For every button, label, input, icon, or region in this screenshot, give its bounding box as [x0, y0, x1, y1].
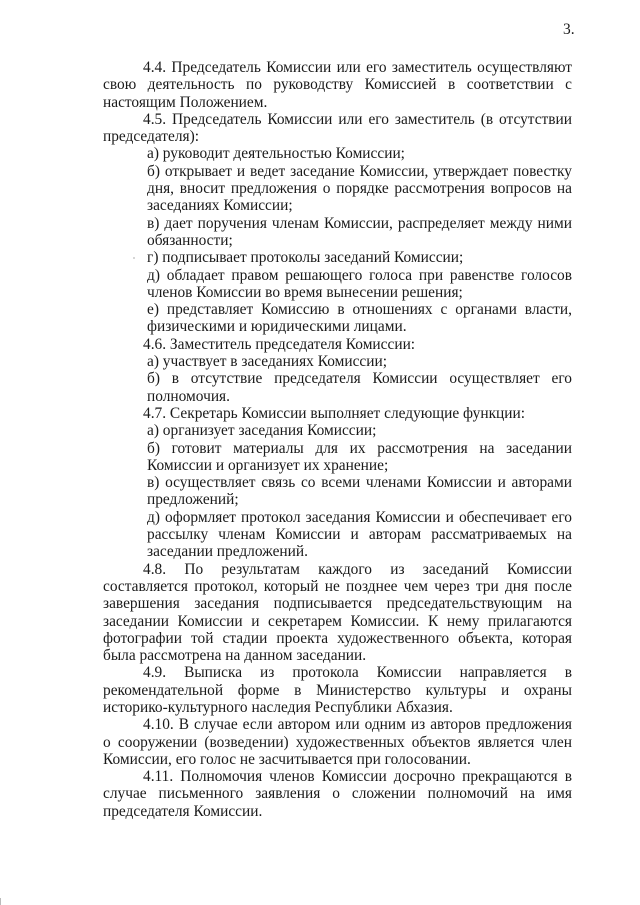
clause-4-11: 4.11. Полномочия членов Комиссии досрочно прекращаются в случае письменного заявления о сложении полномочий на имя председателя Комиссии.: [103, 768, 572, 820]
clause-4-5-a: а) руководит деятельностью Комиссии;: [147, 145, 405, 163]
clause-4-5-b: б) открывает и ведет заседание Комиссии, утверждает повестку дня, вносит предложения о порядке рассмотрения вопросов на заседаниях Комиссии;: [147, 162, 572, 215]
clause-4-8: 4.8. По результатам каждого из заседаний Комиссии составляется протокол, который не позднее чем через три дня после завершения заседания подписывается председательствующим на заседании Комиссии и секретарем Комиссии. К нему прилагаются фотографии той стадии проекта художественного объекта, которая была рассмотрена на данном заседании.: [103, 560, 572, 665]
clause-4-7: 4.7. Секретарь Комиссии выполняет следующие функции:: [143, 404, 526, 422]
clause-4-5-e: е) представляет Комиссию в отношениях с органами власти, физическими и юридическими лицами.: [147, 301, 572, 336]
scan-edge-mark: [0, 898, 1, 905]
clause-4-7-d: д) оформляет протокол заседания Комиссии и обеспечивает его рассылку членам Комиссии и авторам рассматриваемых на заседании предложений.: [147, 508, 572, 561]
clause-4-5: 4.5. Председатель Комиссии или его заместитель (в отсутствии председателя):: [103, 110, 572, 146]
clause-4-10: 4.10. В случае если автором или одним из авторов предложения о сооружении (возведении) художественных объектов является член Комиссии, его голос не засчитывается при голосовании.: [103, 716, 572, 768]
clause-4-4: 4.4. Председатель Комиссии или его заместитель осуществляют свою деятельность по руководству Комиссией в соответствии с настоящим Положением.: [103, 59, 572, 111]
clause-4-6: 4.6. Заместитель председателя Комиссии:: [143, 335, 416, 353]
page-number: 3.: [563, 21, 575, 38]
clause-4-7-a: а) организует заседания Комиссии;: [147, 422, 377, 440]
scan-speck: [133, 257, 135, 259]
clause-4-9: 4.9. Выписка из протокола Комиссии направляется в рекомендательной форме в Министерство культуры и охраны историко-культурного наследия Республики Абхазия.: [103, 664, 572, 716]
clause-4-6-b: б) в отсутствие председателя Комиссии осуществляет его полномочия.: [147, 370, 572, 405]
clause-4-5-d: д) обладает правом решающего голоса при равенстве голосов членов Комиссии во время вынесении решения;: [147, 266, 572, 301]
clause-4-5-v: в) дает поручения членам Комиссии, распределяет между ними обязанности;: [147, 214, 572, 249]
document-body: [103, 59, 572, 820]
clause-4-5-g: г) подписывает протоколы заседаний Комиссии;: [147, 249, 464, 267]
clause-4-7-v: в) осуществляет связь со всеми членами Комиссии и авторами предложений;: [147, 474, 572, 509]
clause-4-7-b: б) готовит материалы для их рассмотрения на заседании Комиссии и организует их хранение;: [147, 439, 572, 474]
clause-4-6-a: а) участвует в заседаниях Комиссии;: [147, 353, 387, 371]
